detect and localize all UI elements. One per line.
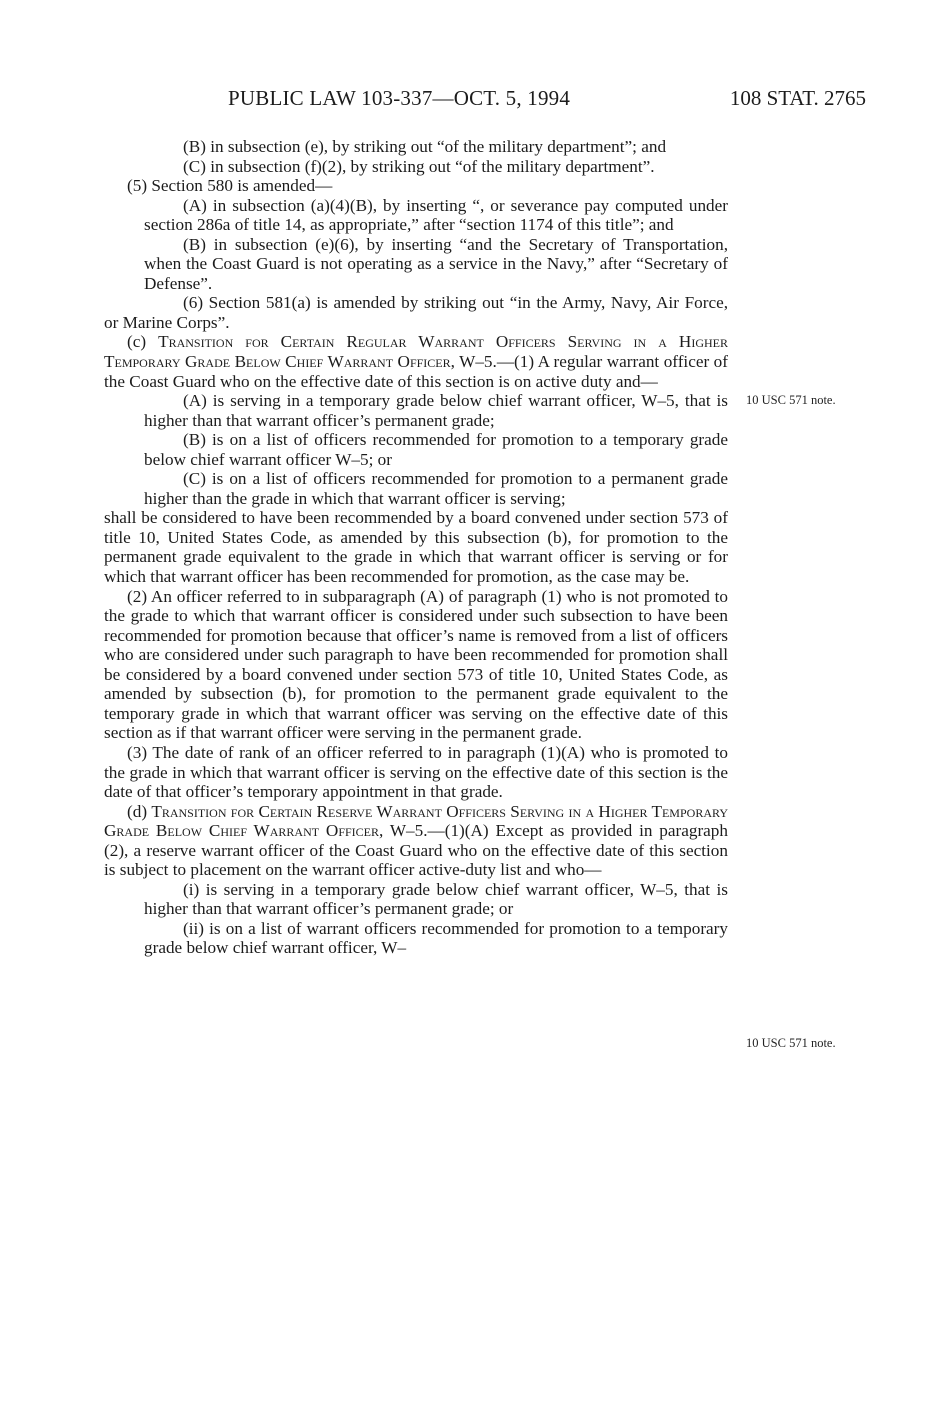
paragraph: (3) The date of rank of an officer referred to in paragraph (1)(A) who is promoted to the grade in which that warrant officer is serving on the effective date of this section is the date of that officer’s temporary appointment in that grade. bbox=[104, 742, 728, 802]
margin-note-d: 10 USC 571 note. bbox=[746, 1036, 836, 1050]
section-paragraph-c bbox=[104, 332, 728, 391]
margin-note-c: 10 USC 571 note. bbox=[746, 393, 836, 407]
paragraph: (ii) is on a list of warrant officers recommended for promotion to a temporary grade below chief warrant officer, W– bbox=[144, 918, 728, 958]
paragraph: (B) in subsection (e)(6), by inserting “and the Secretary of Transportation, when the Coast Guard is not operating as a service in the Navy,” after “Secretary of Defense”. bbox=[144, 234, 728, 293]
paragraph bbox=[104, 293, 728, 332]
section-text: —(1) A regular warrant officer of the Coast Guard who on the effective date of this section is on active duty and— bbox=[104, 352, 728, 391]
paragraph: (i) is serving in a temporary grade below chief warrant officer, W–5, that is higher than that warrant officer’s permanent grade; or bbox=[144, 879, 728, 919]
paragraph: (A) in subsection (a)(4)(B), by inserting “, or severance pay computed under section 286a of title 14, as appropriate,” after “section 1174 of this title”; and bbox=[144, 195, 728, 235]
paragraph: (C) in subsection (f)(2), by striking out “of the military department”. bbox=[183, 156, 655, 176]
section-heading: Transition for Certain Regular Warrant Officers Serving in a Higher Temporary Grade Below Chief Warrant Officer, W–5. bbox=[104, 332, 728, 372]
paragraph: (A) is serving in a temporary grade below chief warrant officer, W–5, that is higher than that warrant officer’s permanent grade; bbox=[144, 391, 728, 430]
paragraph: shall be considered to have been recommended by a board convened under section 573 of title 10, United States Code, as amended by this subsection (b), for promotion to the permanent grade equivalent to the grade in which that warrant officer is serving or for which that warrant officer has been recommended for promotion, as the case may be. bbox=[104, 508, 728, 587]
paragraph: (2) An officer referred to in subparagraph (A) of paragraph (1) who is not promoted to the grade to which that warrant officer is considered under such subsection to have been recommended for promotion because that officer’s name is removed from a list of officers who are considered under such paragraph to have been recommended for promotion shall be considered by a board convened under section 573 of title 10, United States Code, as amended by subsection (b), for promotion to the permanent grade equivalent to the temporary grade in which that warrant officer was serving on the effective date of this section as if that warrant officer were serving in the permanent grade. bbox=[104, 586, 728, 743]
section-label: (c) bbox=[127, 332, 159, 352]
section-heading: Transition for Certain Reserve Warrant Officers Serving in a Higher Temporary Grade Below Chief Warrant Officer, W–5. bbox=[104, 801, 728, 841]
body-text bbox=[104, 137, 728, 958]
running-title: PUBLIC LAW 103-337—OCT. 5, 1994 bbox=[228, 86, 571, 110]
paragraph: (B) is on a list of officers recommended for promotion to a temporary grade below chief warrant officer W–5; or bbox=[144, 430, 728, 469]
page-header bbox=[228, 86, 866, 116]
section-paragraph-d bbox=[104, 802, 728, 880]
paragraph: (5) Section 580 is amended— bbox=[127, 176, 333, 196]
section-label: (d) bbox=[127, 801, 152, 821]
paragraph: (C) is on a list of officers recommended for promotion to a permanent grade higher than the grade in which that warrant officer is serving; bbox=[144, 469, 728, 508]
page-number: 108 STAT. 2765 bbox=[729, 86, 866, 110]
paragraph-text: (6) Section 581(a) is amended by striking out “in the Army, Navy, Air Force, or Marine Corps”. bbox=[104, 293, 728, 332]
section-text: —(1)(A) Except as provided in paragraph (2), a reserve warrant officer of the Coast Guard who on the effective date of this section is subject to placement on the warrant officer active-duty list and who— bbox=[104, 821, 728, 880]
paragraph: (B) in subsection (e), by striking out “of the military department”; and bbox=[183, 137, 667, 156]
